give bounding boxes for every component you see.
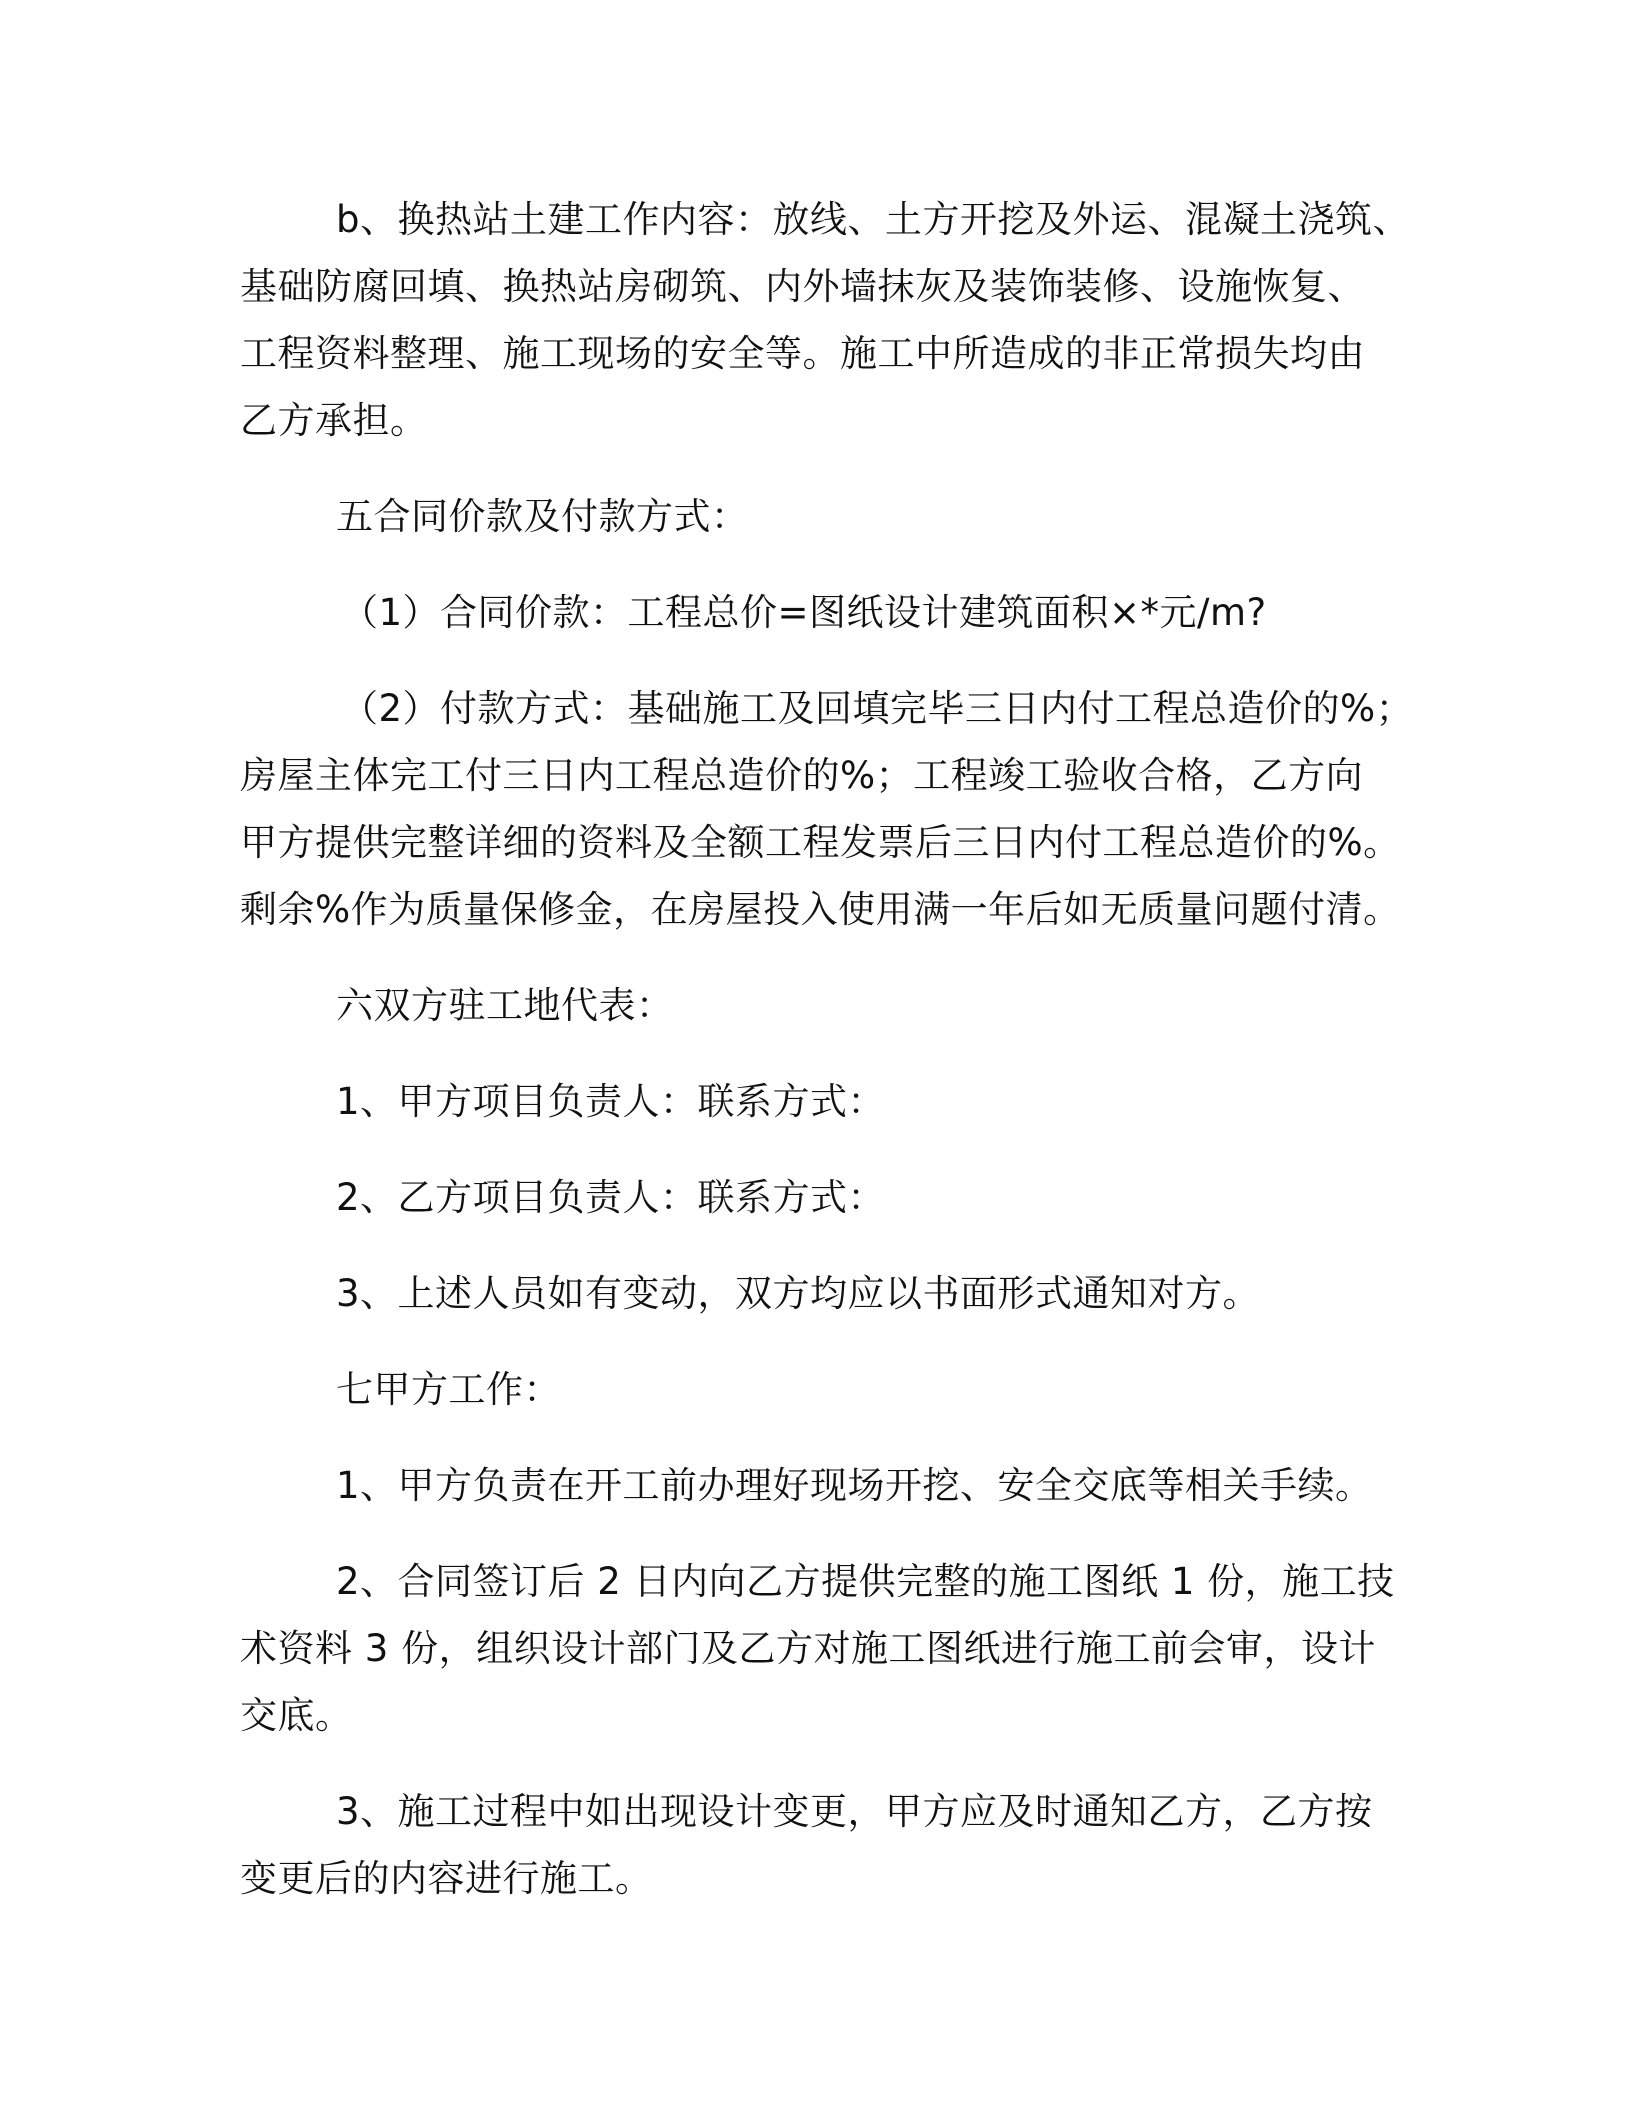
text-line: b、换热站土建工作内容：放线、土方开挖及外运、混凝土浇筑、: [336, 198, 1410, 241]
text-line: 3、施工过程中如出现设计变更，甲方应及时通知乙方，乙方按: [336, 1790, 1373, 1833]
representative-item-3: 3、上述人员如有变动，双方均应以书面形式通知对方。: [336, 1272, 1261, 1315]
text-line: 剩余%作为质量保修金，在房屋投入使用满一年后如无质量问题付清。: [240, 888, 1401, 931]
text-line: 交底。: [240, 1694, 353, 1737]
text-line: （2）付款方式：基础施工及回填完毕三日内付工程总造价的%；: [341, 687, 1414, 730]
section-6-heading: 六双方驻工地代表：: [336, 984, 674, 1027]
representative-item-2: 2、乙方项目负责人：联系方式：: [336, 1176, 886, 1219]
text-line: 2、合同签订后 2 日内向乙方提供完整的施工图纸 1 份，施工技: [336, 1560, 1395, 1603]
work-item-3: [240, 1778, 1390, 1912]
text-line: 乙方承担。: [240, 399, 428, 442]
text-line: 基础防腐回填、换热站房砌筑、内外墙抹灰及装饰装修、设施恢复、: [240, 265, 1365, 308]
section-b-paragraph: [240, 186, 1410, 454]
payment-method-paragraph: [240, 675, 1414, 943]
section-7-heading: 七甲方工作：: [336, 1368, 561, 1411]
text-line: 变更后的内容进行施工。: [240, 1857, 653, 1900]
text-line: 术资料 3 份，组织设计部门及乙方对施工图纸进行施工前会审，设计: [240, 1627, 1377, 1670]
text-line: 甲方提供完整详细的资料及全额工程发票后三日内付工程总造价的%。: [240, 821, 1401, 864]
text-line: 工程资料整理、施工现场的安全等。施工中所造成的非正常损失均由: [240, 332, 1365, 375]
section-5-heading: 五合同价款及付款方式：: [336, 495, 749, 538]
contract-price-item: （1）合同价款：工程总价=图纸设计建筑面积×*元/m?: [341, 591, 1267, 634]
work-item-2: [240, 1548, 1395, 1749]
text-line: 房屋主体完工付三日内工程总造价的%；工程竣工验收合格，乙方向: [240, 754, 1364, 797]
work-item-1: 1、甲方负责在开工前办理好现场开挖、安全交底等相关手续。: [336, 1464, 1373, 1507]
document-page: [240, 186, 1414, 1941]
representative-item-1: 1、甲方项目负责人：联系方式：: [336, 1080, 886, 1123]
